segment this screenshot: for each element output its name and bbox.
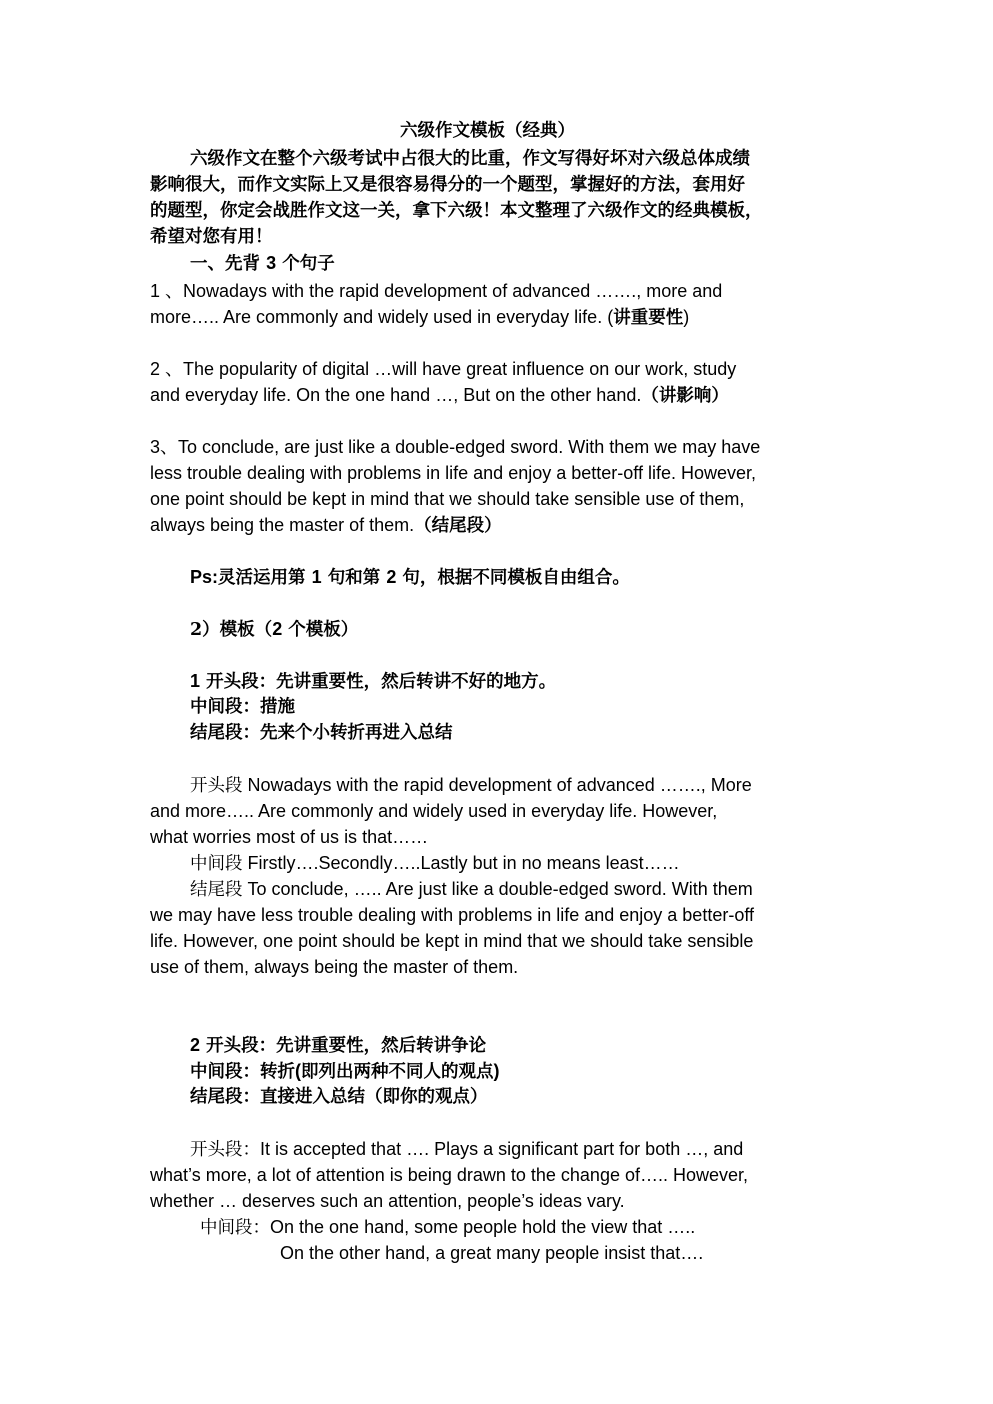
intro-line-2: 影响很大，而作文实际上又是很容易得分的一个题型，掌握好的方法，套用好 bbox=[150, 175, 745, 195]
templates-heading: 2）模板（2 个模板） bbox=[190, 619, 359, 640]
template-1-end-line-1: 结尾段 To conclude, ….. Are just like a double-edged sword. With them bbox=[190, 879, 753, 900]
template-1-middle-line: 中间段 Firstly….Secondly…..Lastly but in no means least…… bbox=[190, 853, 680, 874]
sentence-2-line-2: and everyday life. On the one hand …, But on the other hand.（讲影响） bbox=[150, 385, 729, 406]
template-1-outline-end: 结尾段：先来个小转折再进入总结 bbox=[190, 723, 453, 743]
intro-line-3: 的题型，你定会战胜作文这一关，拿下六级！本文整理了六级作文的经典模板， bbox=[150, 201, 763, 221]
section-heading-sentences: 一、先背 3 个句子 bbox=[190, 253, 335, 274]
ps-note: Ps:灵活运用第 1 句和第 2 句，根据不同模板自由组合。 bbox=[190, 567, 630, 588]
template-2-middle-line-2: On the other hand, a great many people insist that…. bbox=[280, 1243, 704, 1263]
intro-line-4: 希望对您有用！ bbox=[150, 227, 273, 247]
template-2-open-line-3: whether … deserves such an attention, people’s ideas vary. bbox=[150, 1191, 625, 1211]
sentence-2-line-1: 2 、The popularity of digital …will have great influence on our work, study bbox=[150, 359, 737, 379]
template-1-open-line-1: 开头段 Nowadays with the rapid development of advanced ……., More bbox=[190, 775, 752, 796]
sentence-3-line-1: 3、To conclude, are just like a double-edged sword. With them we may have bbox=[150, 437, 761, 457]
sentence-3-line-4: always being the master of them.（结尾段） bbox=[150, 515, 502, 536]
sentence-1-line-1: 1 、Nowadays with the rapid development of advanced ……., more and bbox=[150, 281, 723, 301]
template-1-open-line-3: what worries most of us is that…… bbox=[150, 827, 429, 847]
sentence-3-line-2: less trouble dealing with problems in life and enjoy a better-off life. However, bbox=[150, 463, 756, 483]
template-1-end-line-4: use of them, always being the master of them. bbox=[150, 957, 519, 977]
page-title: 六级作文模板（经典） bbox=[400, 121, 575, 141]
template-2-outline-open: 2 开头段：先讲重要性，然后转讲争论 bbox=[190, 1035, 487, 1056]
sentence-3-line-3: one point should be kept in mind that we should take sensible use of them, bbox=[150, 489, 745, 509]
template-2-open-line-2: what’s more, a lot of attention is being drawn to the change of….. However, bbox=[150, 1165, 749, 1185]
template-1-end-line-2: we may have less trouble dealing with problems in life and enjoy a better-off bbox=[150, 905, 755, 925]
template-2-open-line-1: 开头段：It is accepted that …. Plays a significant part for both …, and bbox=[190, 1139, 744, 1160]
template-2-outline-middle: 中间段：转折(即列出两种不同人的观点) bbox=[190, 1061, 500, 1082]
intro-line-1: 六级作文在整个六级考试中占很大的比重，作文写得好坏对六级总体成绩 bbox=[190, 149, 750, 169]
template-2-outline-end: 结尾段：直接进入总结（即你的观点） bbox=[190, 1087, 488, 1107]
template-1-open-line-2: and more….. Are commonly and widely used in everyday life. However, bbox=[150, 801, 718, 821]
template-2-middle-line-1: 中间段：On the one hand, some people hold the view that ….. bbox=[200, 1217, 696, 1238]
sentence-1-line-2: more….. Are commonly and widely used in everyday life. (讲重要性) bbox=[150, 307, 690, 328]
template-1-outline-open: 1 开头段：先讲重要性，然后转讲不好的地方。 bbox=[190, 671, 557, 692]
template-1-outline-middle: 中间段：措施 bbox=[190, 697, 295, 717]
template-1-end-line-3: life. However, one point should be kept in mind that we should take sensible bbox=[150, 931, 754, 951]
